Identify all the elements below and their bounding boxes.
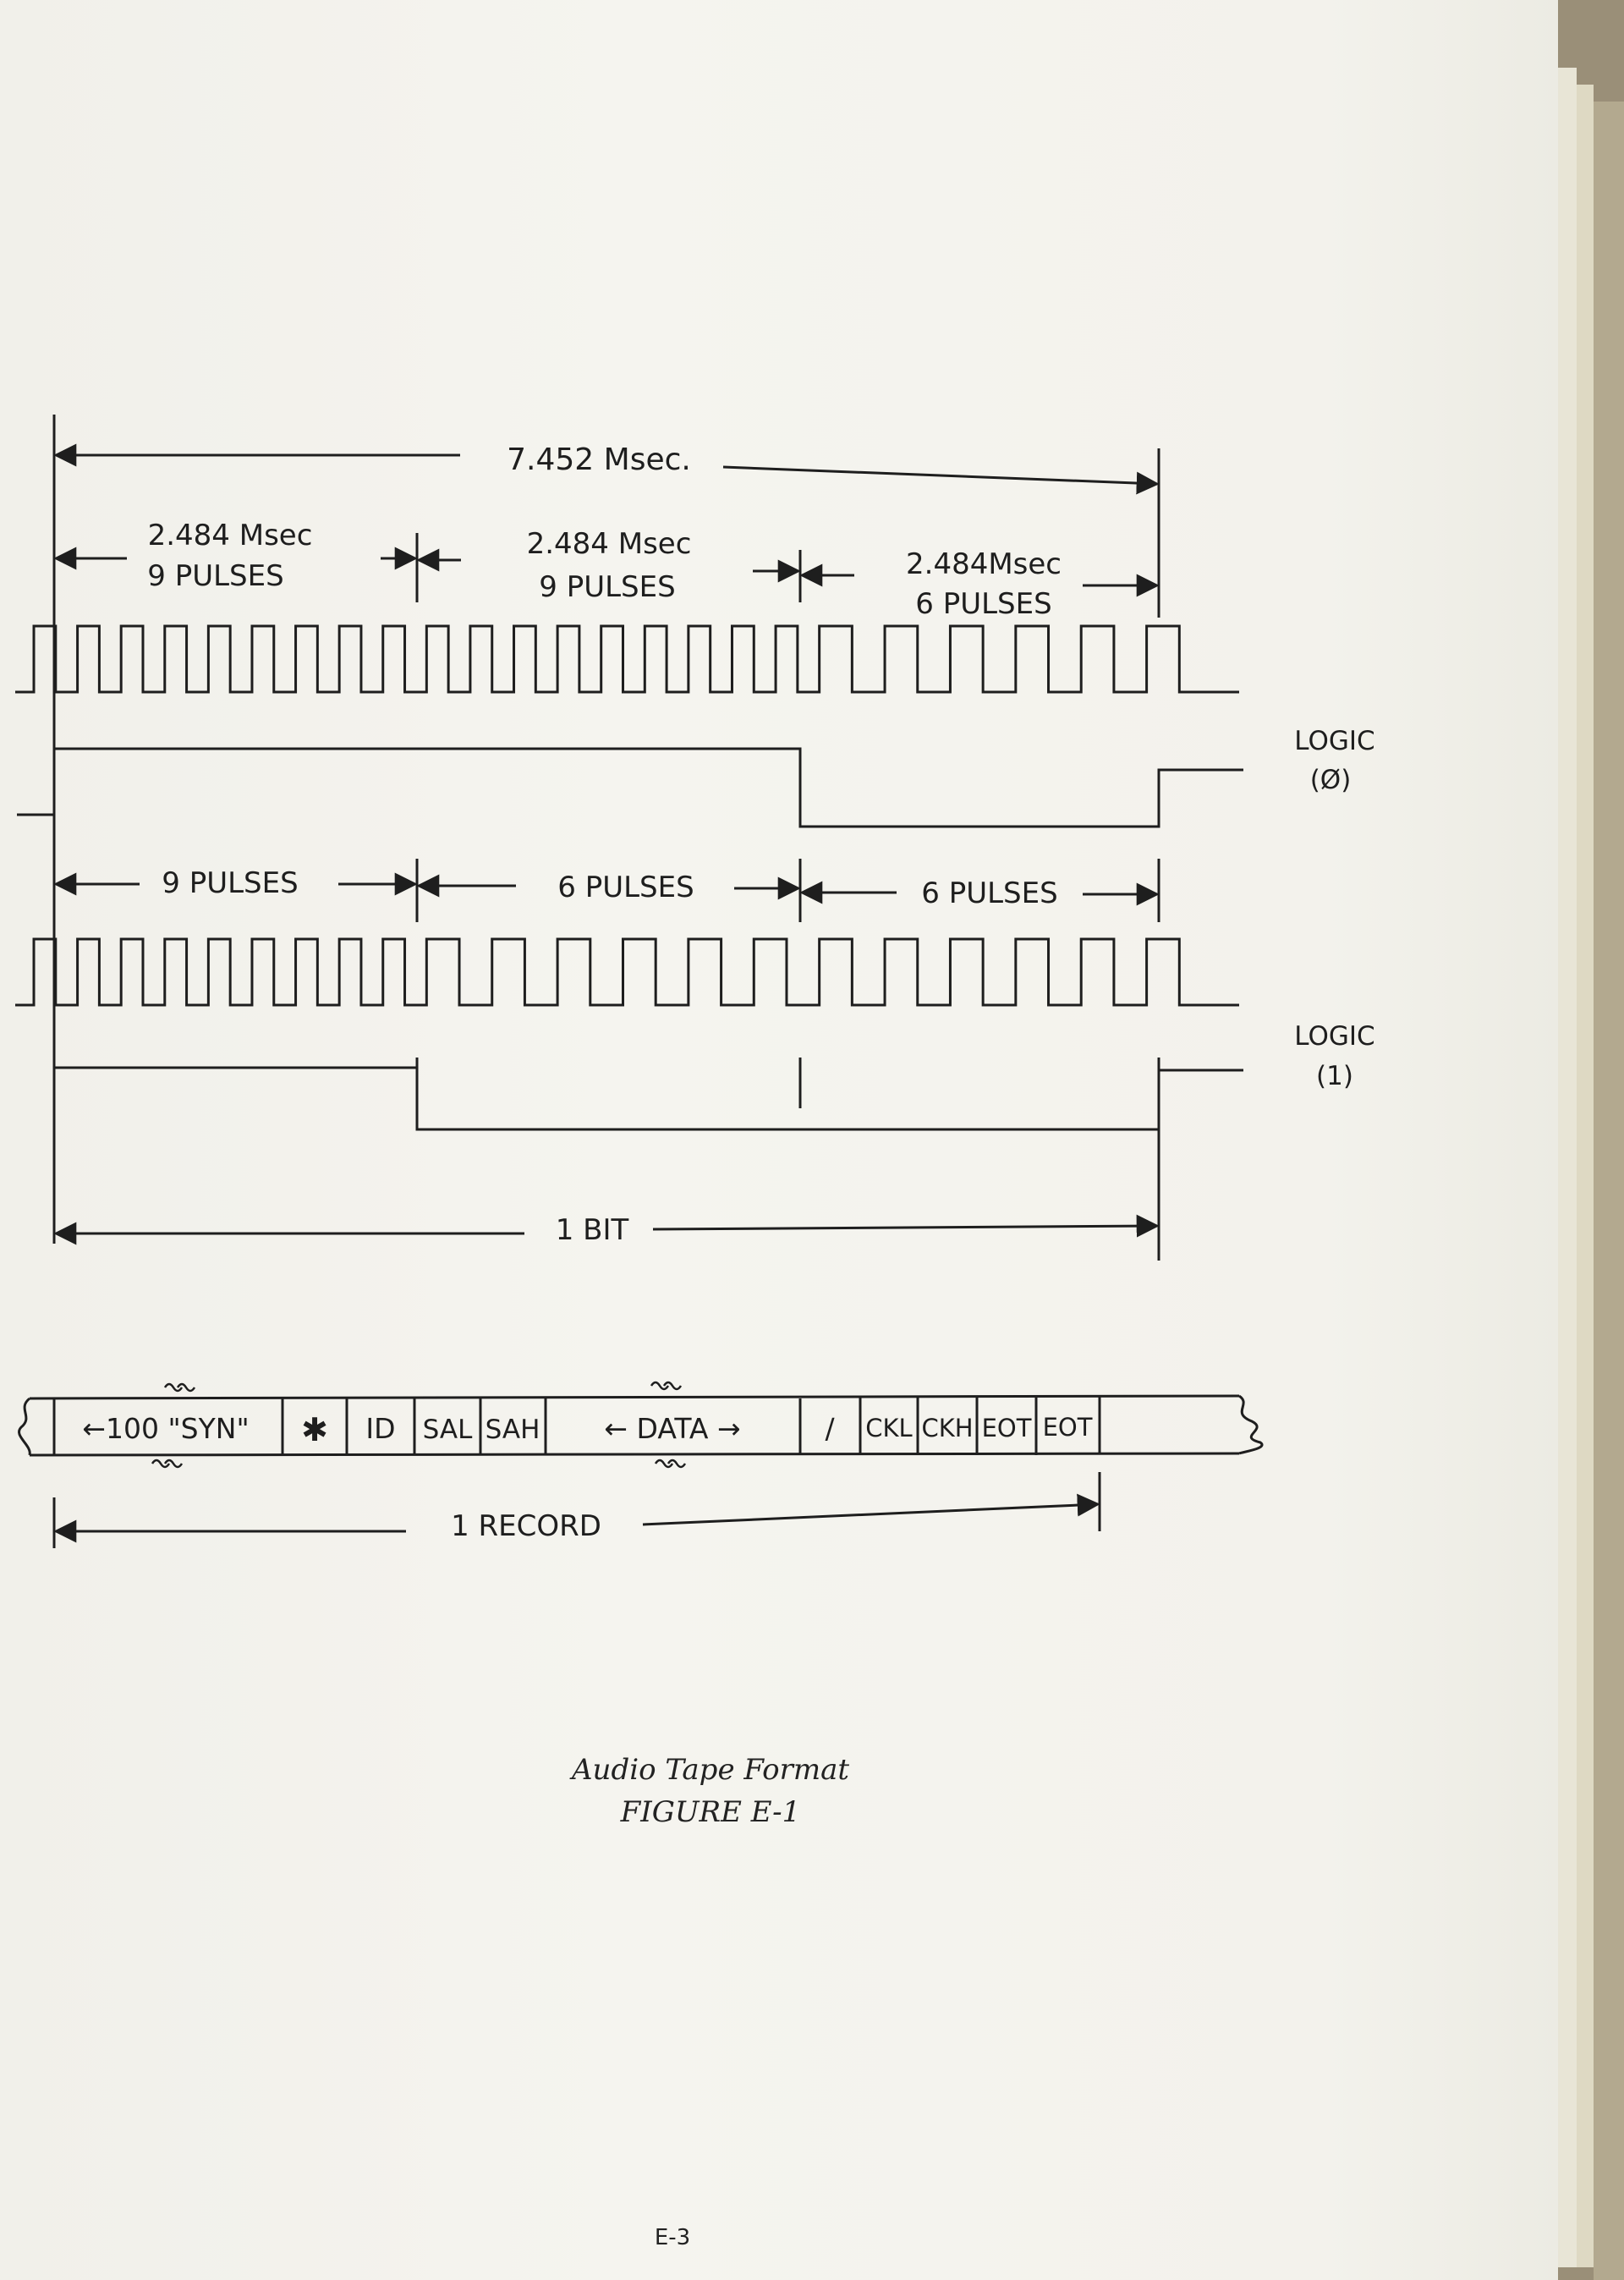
page-number: E-3 [654, 2225, 691, 2250]
record-field-ckh: CKH [921, 1414, 974, 1442]
record-field-slash: / [825, 1412, 835, 1445]
total-time-arrow-right [723, 467, 1157, 484]
record-label: 1 RECORD [451, 1509, 601, 1543]
bit-label: 1 BIT [555, 1213, 629, 1247]
segment-1-time: 2.484 Msec [147, 519, 313, 552]
bottom-segment-2-pulses: 6 PULSES [557, 871, 694, 904]
record-arrow-right [643, 1504, 1098, 1525]
bottom-segment-3-pulses: 6 PULSES [921, 876, 1058, 910]
segment-2-time: 2.484 Msec [526, 527, 692, 561]
record-field-data: ← DATA → [604, 1412, 741, 1445]
pulse-train-logic-1 [15, 939, 1239, 1005]
record-field-sah: SAH [485, 1415, 540, 1445]
logic-0-label: LOGIC [1294, 726, 1375, 756]
logic-1-level [54, 1068, 1243, 1129]
bottom-segment-1-pulses: 9 PULSES [162, 866, 299, 900]
segment-3-pulses: 6 PULSES [915, 587, 1052, 621]
pulse-train-logic-0 [15, 626, 1239, 692]
segment-1-pulses: 9 PULSES [147, 559, 284, 593]
logic-1-value: (1) [1316, 1061, 1353, 1091]
logic-0-value: (Ø) [1309, 765, 1352, 795]
logic-0-level [17, 749, 1243, 827]
record-field-sync: ←100 "SYN" [82, 1412, 250, 1445]
record-field-eot-2: EOT [1042, 1413, 1093, 1442]
record-field-star: ✱ [301, 1411, 328, 1448]
record-field-id: ID [365, 1412, 396, 1445]
record-field-ckl: CKL [865, 1414, 913, 1442]
record-field-eot-1: EOT [981, 1414, 1032, 1442]
record-field-sal: SAL [422, 1415, 473, 1445]
bit-arrow-right [653, 1226, 1157, 1229]
figure-caption-number: FIGURE E-1 [620, 1795, 801, 1829]
total-time-label: 7.452 Msec. [507, 442, 691, 477]
segment-2-pulses: 9 PULSES [539, 570, 676, 604]
figure-caption-title: Audio Tape Format [572, 1753, 849, 1787]
segment-3-time: 2.484Msec [906, 547, 1062, 581]
logic-1-label: LOGIC [1294, 1021, 1375, 1052]
